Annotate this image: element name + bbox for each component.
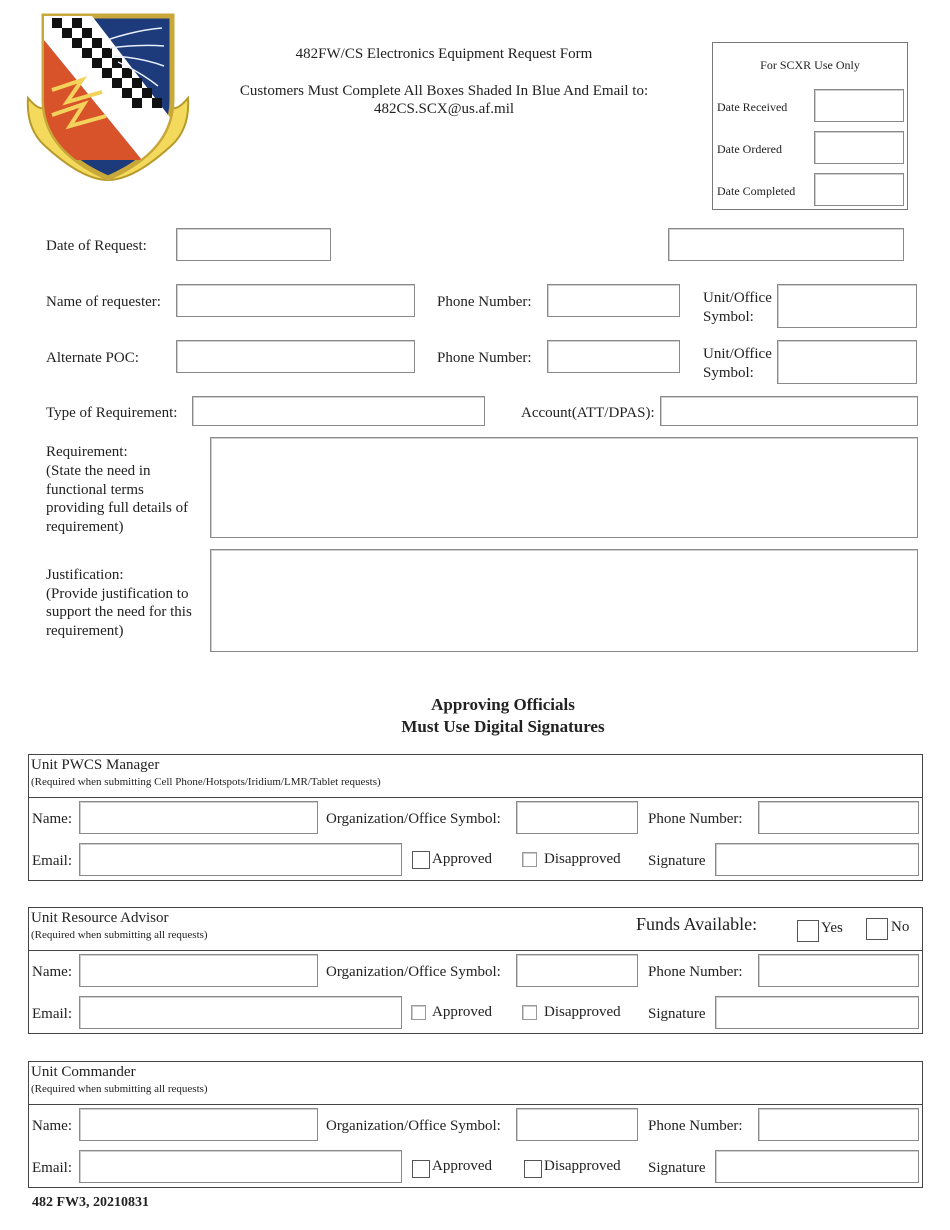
commander-phone-field[interactable] <box>758 1108 919 1141</box>
extra-top-field[interactable] <box>668 228 904 261</box>
requester-phone-label: Phone Number: <box>437 294 532 310</box>
pwcs-org-field[interactable] <box>516 801 638 834</box>
alternate-poc-label: Alternate POC: <box>46 350 139 366</box>
justification-label-4: requirement) <box>46 623 124 639</box>
commander-approved-label: Approved <box>432 1158 492 1174</box>
pwcs-phone-field[interactable] <box>758 801 919 834</box>
commander-phone-label: Phone Number: <box>648 1118 743 1134</box>
commander-email-label: Email: <box>32 1160 72 1176</box>
pwcs-disapproved-label: Disapproved <box>544 851 621 867</box>
commander-approved-checkbox[interactable] <box>412 1160 430 1178</box>
resource-disapproved-checkbox[interactable] <box>522 1005 537 1020</box>
pwcs-manager-section <box>28 754 923 881</box>
resource-name-label: Name: <box>32 964 72 980</box>
resource-approved-checkbox[interactable] <box>411 1005 426 1020</box>
pwcs-signature-label: Signature <box>648 853 706 869</box>
resource-signature-label: Signature <box>648 1006 706 1022</box>
resource-advisor-section <box>28 907 923 1034</box>
alternate-phone-field[interactable] <box>547 340 680 373</box>
funds-yes-label: Yes <box>821 920 843 936</box>
pwcs-approved-checkbox[interactable] <box>412 851 430 869</box>
commander-section <box>28 1061 923 1188</box>
requester-phone-field[interactable] <box>547 284 680 317</box>
resource-signature-field[interactable] <box>715 996 919 1029</box>
date-received-label: Date Received <box>717 100 788 114</box>
pwcs-header <box>29 755 922 798</box>
form-title: 482FW/CS Electronics Equipment Request Form <box>295 46 593 62</box>
commander-header <box>29 1062 922 1105</box>
resource-org-field[interactable] <box>516 954 638 987</box>
instruction-email: 482CS.SCX@us.af.mil <box>373 101 515 117</box>
commander-disapproved-checkbox[interactable] <box>524 1160 542 1178</box>
type-of-requirement-label: Type of Requirement: <box>46 405 178 421</box>
resource-disapproved-label: Disapproved <box>544 1004 621 1020</box>
resource-phone-label: Phone Number: <box>648 964 743 980</box>
justification-label-1: Justification: <box>46 567 124 583</box>
requester-unit-field[interactable] <box>777 284 917 328</box>
alternate-symbol-label: Symbol: <box>703 365 754 381</box>
date-completed-field[interactable] <box>814 173 904 206</box>
resource-org-label: Organization/Office Symbol: <box>326 964 501 980</box>
commander-disapproved-label: Disapproved <box>544 1158 621 1174</box>
pwcs-org-label: Organization/Office Symbol: <box>326 811 501 827</box>
approving-officials-heading: Approving Officials <box>431 695 575 714</box>
funds-no-label: No <box>891 919 910 935</box>
requirement-label-4: providing full details of <box>46 500 189 516</box>
resource-phone-field[interactable] <box>758 954 919 987</box>
name-of-requester-label: Name of requester: <box>46 294 161 310</box>
pwcs-approved-label: Approved <box>432 851 492 867</box>
pwcs-phone-label: Phone Number: <box>648 811 743 827</box>
resource-approved-label: Approved <box>432 1004 492 1020</box>
justification-label-2: (Provide justification to <box>46 586 189 602</box>
scxr-use-only-box <box>712 42 908 210</box>
fighter-wing-logo <box>22 10 194 185</box>
justification-textarea[interactable] <box>210 549 918 652</box>
resource-email-label: Email: <box>32 1006 72 1022</box>
justification-label-3: support the need for this <box>46 604 192 620</box>
account-label: Account(ATT/DPAS): <box>521 405 655 421</box>
funds-no-checkbox[interactable] <box>866 918 888 940</box>
resource-name-field[interactable] <box>79 954 318 987</box>
digital-signatures-heading: Must Use Digital Signatures <box>401 717 605 736</box>
alternate-unit-field[interactable] <box>777 340 917 384</box>
requirement-label-1: Requirement: <box>46 444 128 460</box>
requirement-textarea[interactable] <box>210 437 918 538</box>
alternate-phone-label: Phone Number: <box>437 350 532 366</box>
funds-yes-checkbox[interactable] <box>797 920 819 942</box>
type-of-requirement-field[interactable] <box>192 396 485 426</box>
commander-email-field[interactable] <box>79 1150 402 1183</box>
commander-signature-field[interactable] <box>715 1150 919 1183</box>
requirement-label-3: functional terms <box>46 482 144 498</box>
resource-title: Unit Resource Advisor <box>31 910 169 926</box>
date-of-request-label: Date of Request: <box>46 238 147 254</box>
commander-org-field[interactable] <box>516 1108 638 1141</box>
requirement-label-5: requirement) <box>46 519 124 535</box>
date-received-field[interactable] <box>814 89 904 122</box>
instruction-line-1: Customers Must Complete All Boxes Shaded In Blue And Email to: <box>239 83 649 99</box>
commander-signature-label: Signature <box>648 1160 706 1176</box>
pwcs-signature-field[interactable] <box>715 843 919 876</box>
alternate-poc-field[interactable] <box>176 340 415 373</box>
requirement-label-2: (State the need in <box>46 463 151 479</box>
date-of-request-field[interactable] <box>176 228 331 261</box>
alternate-unit-label: Unit/Office <box>703 346 772 362</box>
requester-symbol-label: Symbol: <box>703 309 754 325</box>
resource-note: (Required when submitting all requests) <box>31 929 208 941</box>
date-completed-label: Date Completed <box>717 184 796 198</box>
requester-name-field[interactable] <box>176 284 415 317</box>
pwcs-name-field[interactable] <box>79 801 318 834</box>
pwcs-name-label: Name: <box>32 811 72 827</box>
pwcs-disapproved-checkbox[interactable] <box>522 852 537 867</box>
date-ordered-label: Date Ordered <box>717 142 782 156</box>
resource-header <box>29 908 922 951</box>
pwcs-email-field[interactable] <box>79 843 402 876</box>
commander-note: (Required when submitting all requests) <box>31 1083 208 1095</box>
commander-title: Unit Commander <box>31 1064 136 1080</box>
pwcs-email-label: Email: <box>32 853 72 869</box>
commander-org-label: Organization/Office Symbol: <box>326 1118 501 1134</box>
account-field[interactable] <box>660 396 918 426</box>
pwcs-note: (Required when submitting Cell Phone/Hotspots/Iridium/LMR/Tablet requests) <box>31 776 381 788</box>
form-code-footer: 482 FW3, 20210831 <box>32 1195 150 1210</box>
requester-unit-label: Unit/Office <box>703 290 772 306</box>
funds-available-label: Funds Available: <box>636 914 758 934</box>
date-ordered-field[interactable] <box>814 131 904 164</box>
resource-email-field[interactable] <box>79 996 402 1029</box>
pwcs-title: Unit PWCS Manager <box>31 757 160 773</box>
scxr-title: For SCXR Use Only <box>760 58 860 72</box>
commander-name-label: Name: <box>32 1118 72 1134</box>
commander-name-field[interactable] <box>79 1108 318 1141</box>
